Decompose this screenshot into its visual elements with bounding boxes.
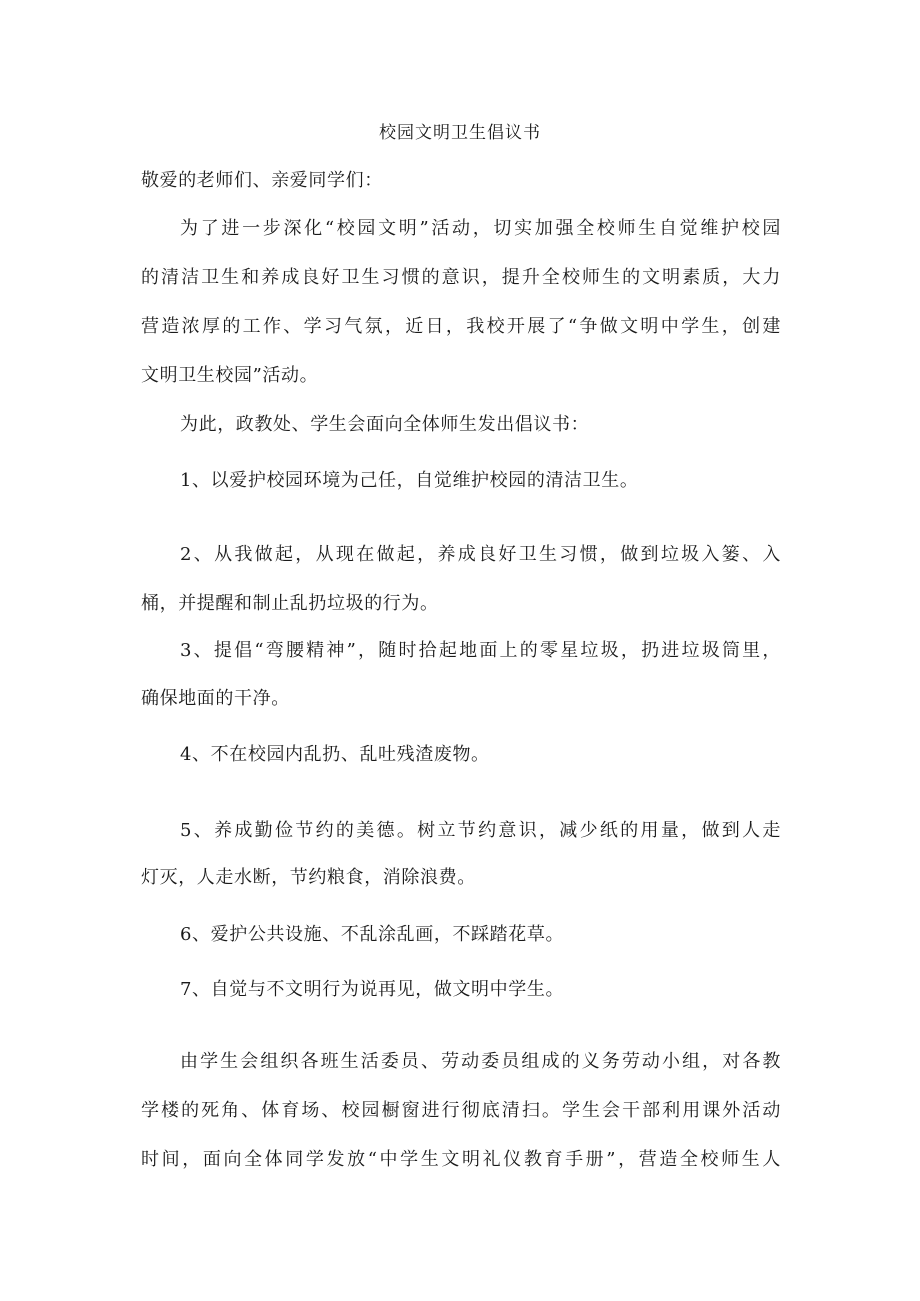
list-item-2-line-2: 桶，并提醒和制止乱扔垃圾的行为。 <box>141 593 439 614</box>
list-item-5-line-1: 5、养成勤俭节约的美德。树立节约意识，减少纸的用量，做到人走 <box>180 820 781 841</box>
closing-line-2: 学楼的死角、体育场、校园橱窗进行彻底清扫。学生会干部利用课外活动 <box>141 1100 781 1121</box>
salutation: 敬爱的老师们、亲爱同学们： <box>141 170 383 191</box>
intro-line-4: 文明卫生校园”活动。 <box>141 365 319 386</box>
document-title: 校园文明卫生倡议书 <box>379 123 541 143</box>
list-item-6: 6、爱护公共设施、不乱涂乱画，不踩踏花草。 <box>180 924 565 945</box>
list-item-1: 1、以爱护校园环境为己任，自觉维护校园的清洁卫生。 <box>180 470 639 491</box>
closing-line-1: 由学生会组织各班生活委员、劳动委员组成的义务劳动小组，对各教 <box>180 1051 781 1072</box>
list-item-2-line-1: 2、从我做起，从现在做起，养成良好卫生习惯，做到垃圾入篓、入 <box>180 544 781 565</box>
list-item-4: 4、不在校园内乱扔、乱吐残渣废物。 <box>180 744 490 765</box>
list-item-5-line-2: 灯灭，人走水断，节约粮食，消除浪费。 <box>141 867 476 888</box>
list-item-7: 7、自觉与不文明行为说再见，做文明中学生。 <box>180 979 565 1000</box>
intro-line-3: 营造浓厚的工作、学习气氛，近日，我校开展了“争做文明中学生，创建 <box>141 316 781 337</box>
list-item-3-line-2: 确保地面的干净。 <box>141 688 290 709</box>
proposal-intro: 为此，政教处、学生会面向全体师生发出倡议书： <box>180 414 590 435</box>
intro-line-1: 为了进一步深化“校园文明”活动，切实加强全校师生自觉维护校园 <box>180 218 781 239</box>
intro-line-2: 的清洁卫生和养成良好卫生习惯的意识，提升全校师生的文明素质，大力 <box>141 267 781 288</box>
closing-line-3: 时间，面向全体同学发放“中学生文明礼仪教育手册”，营造全校师生人 <box>141 1149 781 1170</box>
list-item-3-line-1: 3、提倡“弯腰精神”，随时拾起地面上的零星垃圾，扔进垃圾筒里， <box>180 640 781 661</box>
